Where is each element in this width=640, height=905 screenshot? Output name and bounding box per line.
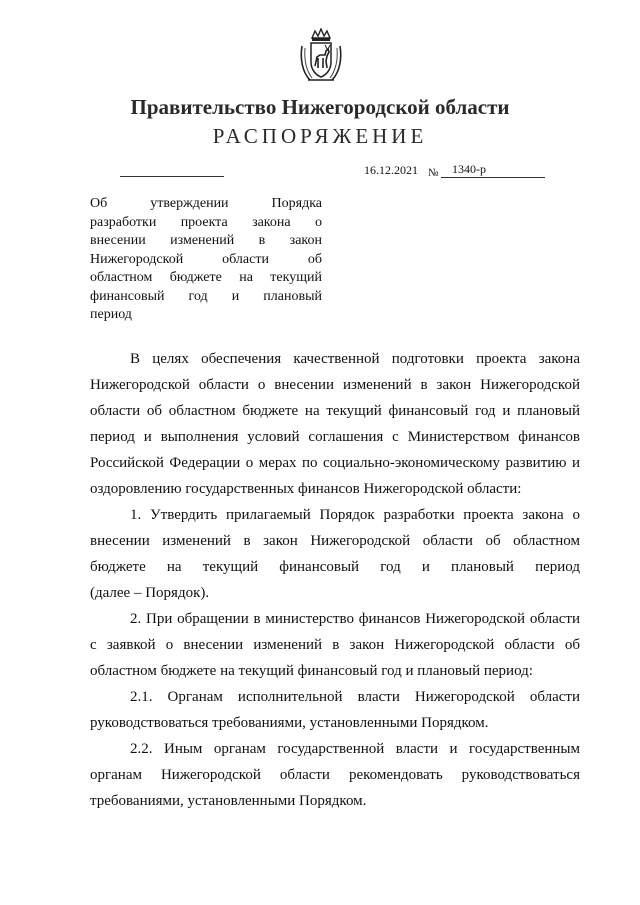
body-line: областном бюджете на текущий финансовый год и плановый период:	[90, 663, 533, 679]
subject-line: областном бюджете на текущий	[90, 270, 322, 285]
number-label: №	[428, 167, 439, 179]
document-date: 16.12.2021	[364, 163, 418, 177]
body-line: с заявкой о внесении изменений в закон Нижегородской области об	[90, 637, 580, 653]
subject-line: разработки проекта закона о	[90, 214, 322, 230]
document-body	[90, 346, 580, 814]
subject-line: финансовый год и плановый	[90, 288, 322, 304]
body-line: оздоровлению государственных финансов Нижегородской области:	[90, 481, 522, 497]
body-line: (далее – Порядок).	[90, 585, 210, 601]
body-line: период и выполнения условий соглашения с Министерством финансов	[90, 429, 580, 445]
body-line: внесении изменений в закон Нижегородской области об областном	[90, 533, 580, 549]
body-line: требованиями, установленными Порядком.	[90, 793, 367, 809]
number-underline	[441, 177, 545, 178]
body-line: бюджете на текущий финансовый год и плановый период	[90, 559, 580, 575]
body-line: Нижегородской области о внесении изменений в закон Нижегородской	[90, 377, 580, 393]
body-line: органам Нижегородской области рекомендовать руководствоваться	[90, 767, 580, 783]
body-line: руководствоваться требованиями, установленными Порядком.	[90, 715, 489, 731]
body-line: 2.1. Органам исполнительной власти Нижегородской области	[130, 689, 580, 705]
subject-line: период	[90, 307, 132, 322]
government-title: Правительство Нижегородской области	[130, 95, 510, 119]
body-line: В целях обеспечения качественной подготовки проекта закона	[130, 351, 580, 367]
subject-line: внесении изменений в закон	[90, 233, 322, 248]
body-line: 2.2. Иным органам государственной власти и государственным	[130, 741, 580, 757]
document-subject	[90, 195, 322, 325]
body-line: Российской Федерации о мерах по социально-экономическому развитию и	[90, 455, 580, 471]
body-line: 2. При обращении в министерство финансов Нижегородской области	[130, 611, 580, 627]
date-underline-left	[120, 176, 224, 177]
subject-line: Нижегородской области об	[90, 251, 322, 267]
subject-line: Об утверждении Порядка	[90, 196, 322, 211]
body-line: области об областном бюджете на текущий финансовый год и плановый	[90, 403, 580, 419]
coat-of-arms-icon	[298, 28, 344, 84]
body-line: 1. Утвердить прилагаемый Порядок разработки проекта закона о	[130, 507, 580, 523]
document-number: 1340-р	[452, 162, 486, 176]
document-type: РАСПОРЯЖЕНИЕ	[212, 124, 428, 148]
